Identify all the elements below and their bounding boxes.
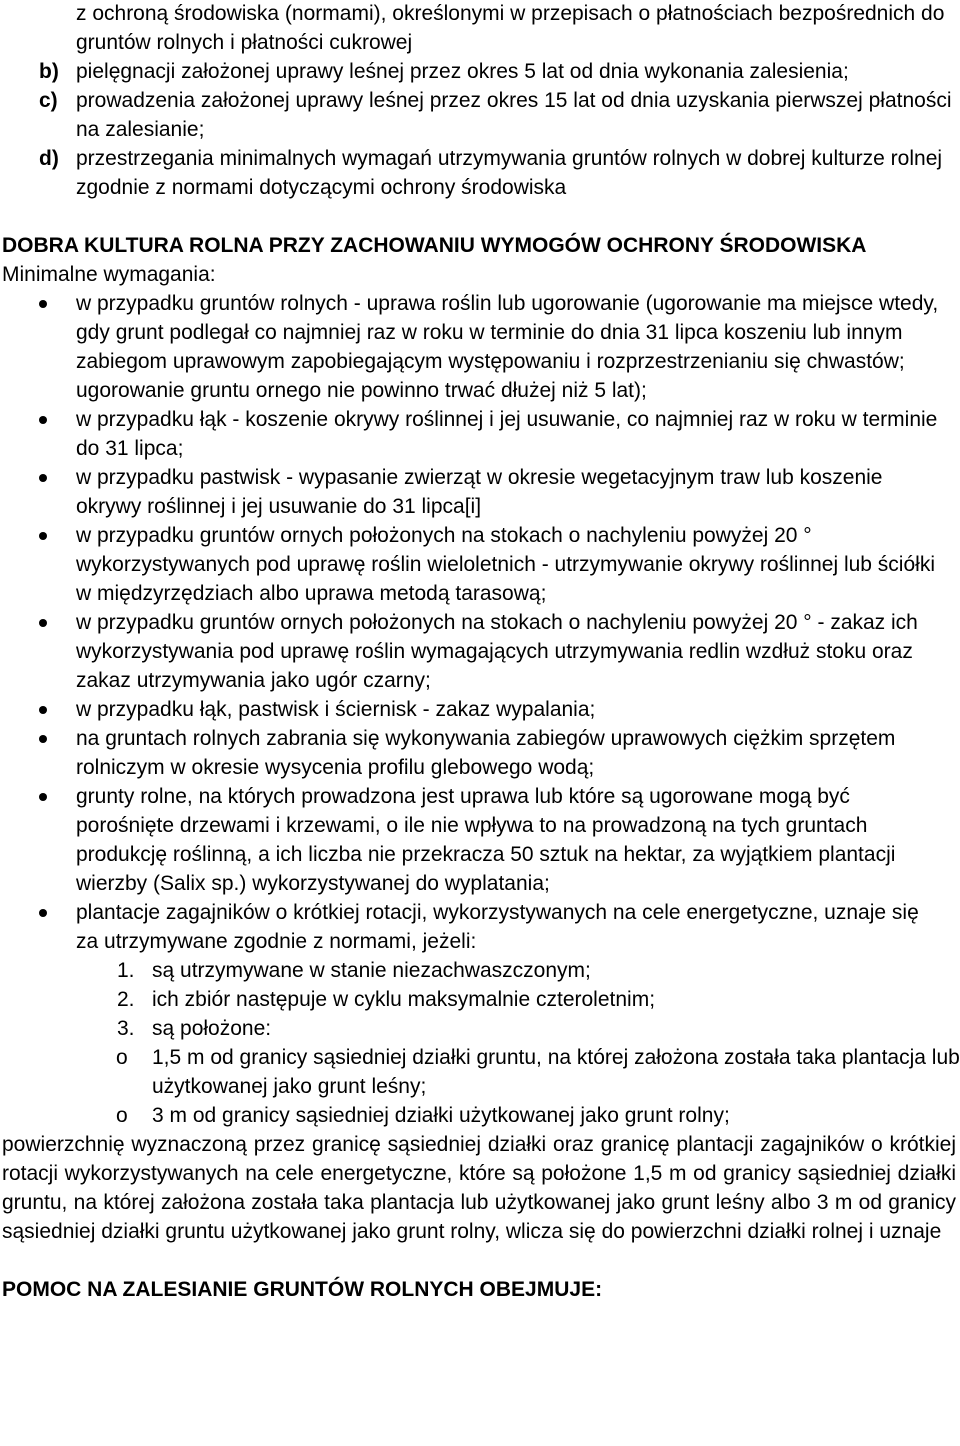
list-marker: 1. (117, 959, 135, 982)
list-item (39, 0, 960, 57)
list-item (117, 985, 960, 1014)
list-item (117, 956, 960, 985)
list-item (76, 724, 960, 782)
conditions-list (0, 956, 960, 1130)
list-item-text: ich zbiór następuje w cyklu maksymalnie czteroletnim; (152, 988, 656, 1011)
bullet-icon (39, 706, 47, 714)
section-heading: DOBRA KULTURA ROLNA PRZY ZACHOWANIU WYMOGÓW OCHRONY ŚRODOWISKA (2, 234, 867, 257)
circle-bullet-icon: o (116, 1046, 128, 1069)
list-item-text: plantacje zagajników o krótkiej rotacji, wykorzystywanych na cele energetyczne, uznaje się za utrzymywane zgodnie z normami, jeżeli: (76, 901, 919, 953)
list-item-text: 1,5 m od granicy sąsiedniej działki gruntu, na której założona została taka plantacja lub użytkowanej jako grunt leśny; (152, 1046, 960, 1098)
list-item (76, 405, 960, 463)
list-item-text: na gruntach rolnych zabrania się wykonywania zabiegów uprawowych ciężkim sprzętem rolniczym w okresie wysycenia profilu glebowego wodą; (76, 727, 896, 779)
final-heading: POMOC NA ZALESIANIE GRUNTÓW ROLNYCH OBEJMUJE: (2, 1278, 603, 1301)
requirements-list (0, 289, 960, 956)
bullet-icon (39, 300, 47, 308)
list-item (117, 1014, 960, 1043)
bullet-icon (39, 735, 47, 743)
closing-paragraph: powierzchnię wyznaczoną przez granicę sąsiedniej działki oraz granicę plantacji zagajników o krótkiej rotacji wykorzystywanych na cele energetyczne, które są położone 1,5 m od granicy sąsiedniej działki gruntu, na której założona została taka plantacja lub użytkowanej jako grunt leśny albo 3 m od granicy sąsiedniej działki gruntu użytkowanej jako grunt rolny, wlicza się do powierzchni działki rolnej i uznaje (2, 1133, 956, 1243)
list-item-text: w przypadku gruntów ornych położonych na stokach o nachyleniu powyżej 20 ° - zakaz ich wykorzystywania pod uprawę roślin wymagających utrzymywania redlin wzdłuż stoku oraz zakaz utrzymywania jako ugór czarny; (76, 611, 918, 692)
list-item (116, 1101, 960, 1130)
bullet-icon (39, 619, 47, 627)
list-item-text: są utrzymywane w stanie niezachwaszczonym; (152, 959, 591, 982)
list-item (39, 86, 960, 144)
list-item-text: grunty rolne, na których prowadzona jest uprawa lub które są ugorowane mogą być porośnięte drzewami i krzewami, o ile nie wpływa to na prowadzoną na tych gruntach produkcję roślinną, a ich liczba nie przekracza 50 sztuk na hektar, za wyjątkiem plantacji wierzby (Salix sp.) wykorzystywanej do wyplatania; (76, 785, 896, 895)
list-marker: d) (39, 147, 59, 170)
list-item (76, 695, 960, 724)
list-item (76, 608, 960, 695)
list-item-text: prowadzenia założonej uprawy leśnej przez okres 15 lat od dnia uzyskania pierwszej płatności na zalesianie; (76, 89, 952, 141)
bullet-icon (39, 793, 47, 801)
obligations-list (0, 0, 960, 202)
circle-bullet-icon: o (116, 1104, 128, 1127)
list-item (76, 289, 960, 405)
list-item (76, 782, 960, 898)
list-marker: 2. (117, 988, 135, 1011)
list-item-text: z ochroną środowiska (normami), określonymi w przepisach o płatnościach bezpośrednich do gruntów rolnych i płatności cukrowej (76, 2, 945, 54)
bullet-icon (39, 909, 47, 917)
bullet-icon (39, 532, 47, 540)
list-item-text: są położone: (152, 1017, 272, 1040)
bullet-icon (39, 474, 47, 482)
list-marker: 3. (117, 1017, 135, 1040)
requirements-label: Minimalne wymagania: (2, 263, 216, 286)
list-item-text: w przypadku gruntów ornych położonych na stokach o nachyleniu powyżej 20 ° wykorzystywanych pod uprawę roślin wieloletnich - utrzymywanie okrywy roślinnej lub ściółki w międzyrzędziach albo uprawa metodą tarasową; (76, 524, 935, 605)
spacer (0, 202, 960, 231)
list-item-text: w przypadku łąk - koszenie okrywy roślinnej i jej usuwanie, co najmniej raz w roku w terminie do 31 lipca; (76, 408, 938, 460)
list-marker: b) (39, 60, 59, 83)
list-item-text: przestrzegania minimalnych wymagań utrzymywania gruntów rolnych w dobrej kulturze rolnej zgodnie z normami dotyczącymi ochrony środowiska (76, 147, 943, 199)
list-item (76, 521, 960, 608)
list-item-text: w przypadku gruntów rolnych - uprawa roślin lub ugorowanie (ugorowanie ma miejsce wtedy, gdy grunt podlegał co najmniej raz w roku w terminie do dnia 31 lipca koszeniu lub innym zabiegom uprawowym zapobiegającym występowaniu i rozprzestrzenianiu się chwastów; ugorowanie gruntu ornego nie powinno trwać dłużej niż 5 lat); (76, 292, 939, 402)
list-item (76, 898, 960, 956)
list-item-text: 3 m od granicy sąsiedniej działki użytkowanej jako grunt rolny; (152, 1104, 730, 1127)
list-item-text: w przypadku łąk, pastwisk i ściernisk - zakaz wypalania; (76, 698, 596, 721)
list-item-text: pielęgnacji założonej uprawy leśnej przez okres 5 lat od dnia wykonania zalesienia; (76, 60, 849, 83)
bullet-icon (39, 416, 47, 424)
list-item (39, 57, 960, 86)
list-item (39, 144, 960, 202)
list-item-text: w przypadku pastwisk - wypasanie zwierząt w okresie wegetacyjnym traw lub koszenie okrywy roślinnej i jej usuwanie do 31 lipca[i] (76, 466, 883, 518)
list-item (76, 463, 960, 521)
list-item (116, 1043, 960, 1101)
list-marker: c) (39, 89, 58, 112)
